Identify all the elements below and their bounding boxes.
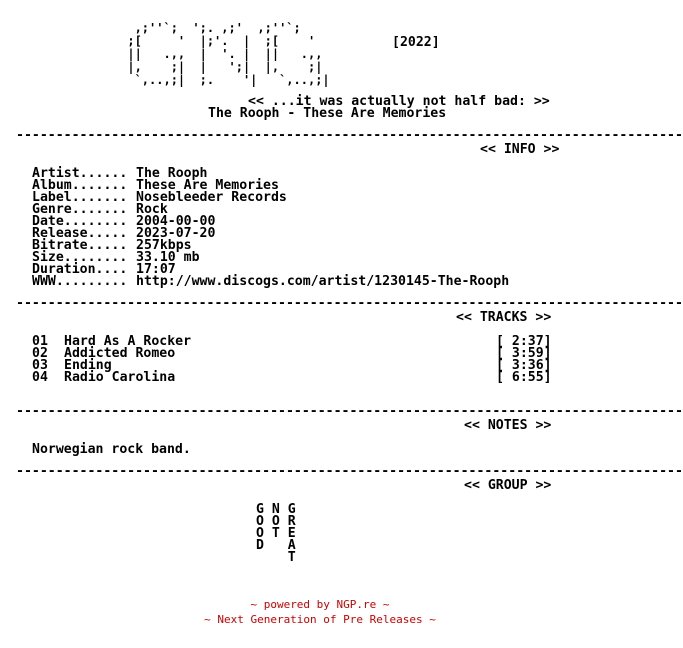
track-duration: [ 3:36]: [496, 358, 552, 373]
info-value-size: 33.10 mb: [136, 250, 200, 265]
info-label-size: Size........: [32, 250, 128, 265]
info-label-www: WWW.........: [32, 274, 128, 289]
info-label-date: Date........: [32, 214, 128, 229]
info-label-bitrate: Bitrate.....: [32, 238, 128, 253]
track-duration: [ 6:55]: [496, 370, 552, 385]
section-divider: ------------------------------------------------------------------------------------: [16, 296, 683, 311]
track-title: Addicted Romeo: [64, 346, 176, 361]
powered-by-text: ~ powered by NGP.re ~: [250, 598, 390, 611]
track-number: 04: [32, 370, 48, 385]
release-title: The Rooph - These Are Memories: [208, 106, 447, 121]
info-value-bitrate: 257kbps: [136, 238, 192, 253]
section-divider: ------------------------------------------------------------------------------------: [16, 404, 683, 419]
track-number: 03: [32, 358, 48, 373]
footer-tagline: ~ Next Generation of Pre Releases ~: [204, 613, 436, 626]
release-year: [2022]: [392, 35, 440, 50]
logo-art-line-5: `,..,;| ;. '| `,..,;|: [84, 73, 330, 87]
info-header: << INFO >>: [480, 142, 560, 157]
logo-art-line-1: ,;''`; ';. ,;' ,;''`;: [84, 21, 301, 35]
notes-header: << NOTES >>: [464, 418, 552, 433]
track-number: 01: [32, 334, 48, 349]
info-label-album: Album.......: [32, 178, 128, 193]
logo-art-line-4: |, ;| | ';| |, ;|: [84, 60, 323, 74]
info-value-date: 2004-00-00: [136, 214, 216, 229]
track-number: 02: [32, 346, 48, 361]
info-value-release: 2023-07-20: [136, 226, 216, 241]
track-duration: [ 2:37]: [496, 334, 552, 349]
group-art-line: D A: [256, 538, 296, 553]
track-title: Radio Carolina: [64, 370, 176, 385]
info-label-genre: Genre.......: [32, 202, 128, 217]
logo-art-line-3: || .,, | '. | || .,,: [84, 47, 323, 61]
info-value-artist: The Rooph: [136, 166, 208, 181]
group-art-line: T: [256, 550, 296, 565]
group-header: << GROUP >>: [464, 478, 552, 493]
info-label-artist: Artist......: [32, 166, 128, 181]
tagline: << ...it was actually not half bad: >>: [248, 94, 550, 109]
group-art-line: G N G: [256, 502, 296, 517]
section-divider: ------------------------------------------------------------------------------------: [16, 464, 683, 479]
info-label-label: Label.......: [32, 190, 128, 205]
track-title: Hard As A Rocker: [64, 334, 192, 349]
group-art-line: O O R: [256, 514, 296, 529]
notes-text: Norwegian rock band.: [32, 442, 191, 457]
logo-art-line-2: ;[ ' |;'. | ;[ ': [84, 34, 316, 48]
section-divider: ------------------------------------------------------------------------------------: [16, 128, 683, 143]
info-label-duration: Duration....: [32, 262, 128, 277]
info-label-release: Release.....: [32, 226, 128, 241]
info-value-duration: 17:07: [136, 262, 176, 277]
track-title: Ending: [64, 358, 112, 373]
info-value-label: Nosebleeder Records: [136, 190, 287, 205]
track-duration: [ 3:59]: [496, 346, 552, 361]
tracks-header: << TRACKS >>: [456, 310, 552, 325]
group-art-line: O T E: [256, 526, 296, 541]
info-value-genre: Rock: [136, 202, 168, 217]
info-value-album: These Are Memories: [136, 178, 279, 193]
info-value-www-link[interactable]: http://www.discogs.com/artist/1230145-The-Rooph: [136, 274, 510, 289]
